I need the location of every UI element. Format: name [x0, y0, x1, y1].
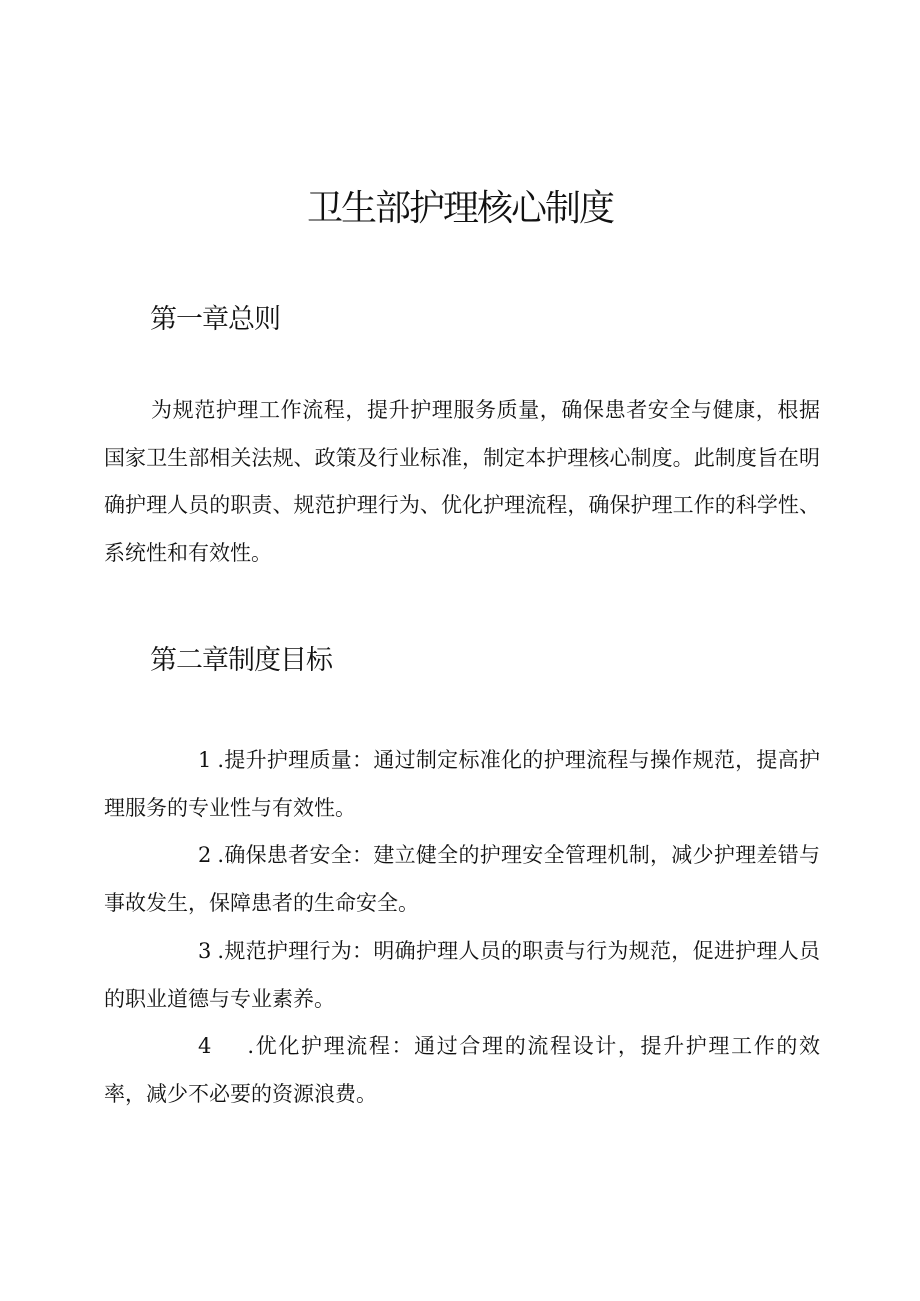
goal-item-number: 4 [198, 1034, 212, 1058]
goal-item-number: 3 [198, 939, 212, 963]
goal-item-1 [104, 737, 820, 832]
goal-item-number: 2 [198, 843, 212, 867]
chapter-2-heading: 第二章制度目标 [150, 645, 332, 676]
goal-item-text: .提升护理质量：通过制定标准化的护理流程与操作规范，提高护理服务的专业性与有效性。 [104, 748, 820, 820]
goal-item-text: .确保患者安全：建立健全的护理安全管理机制，减少护理差错与事故发生，保障患者的生命安全。 [104, 843, 820, 915]
goal-item-2 [104, 832, 820, 927]
goal-item-number: 1 [198, 748, 212, 772]
document-title: 卫生部护理核心制度 [306, 188, 613, 229]
goal-item-text: .优化护理流程：通过合理的流程设计，提升护理工作的效率，减少不必要的资源浪费。 [104, 1034, 820, 1106]
chapter-1-paragraph: 为规范护理工作流程，提升护理服务质量，确保患者安全与健康，根据国家卫生部相关法规、政策及行业标准，制定本护理核心制度。此制度旨在明确护理人员的职责、规范护理行为、优化护理流程，确保护理工作的科学性、系统性和有效性。 [104, 398, 820, 565]
chapter-1-heading: 第一章总则 [150, 304, 280, 335]
goal-item-4 [104, 1023, 820, 1118]
goal-item-text: .规范护理行为：明确护理人员的职责与行为规范，促进护理人员的职业道德与专业素养。 [104, 939, 820, 1011]
goal-item-3 [104, 928, 820, 1023]
